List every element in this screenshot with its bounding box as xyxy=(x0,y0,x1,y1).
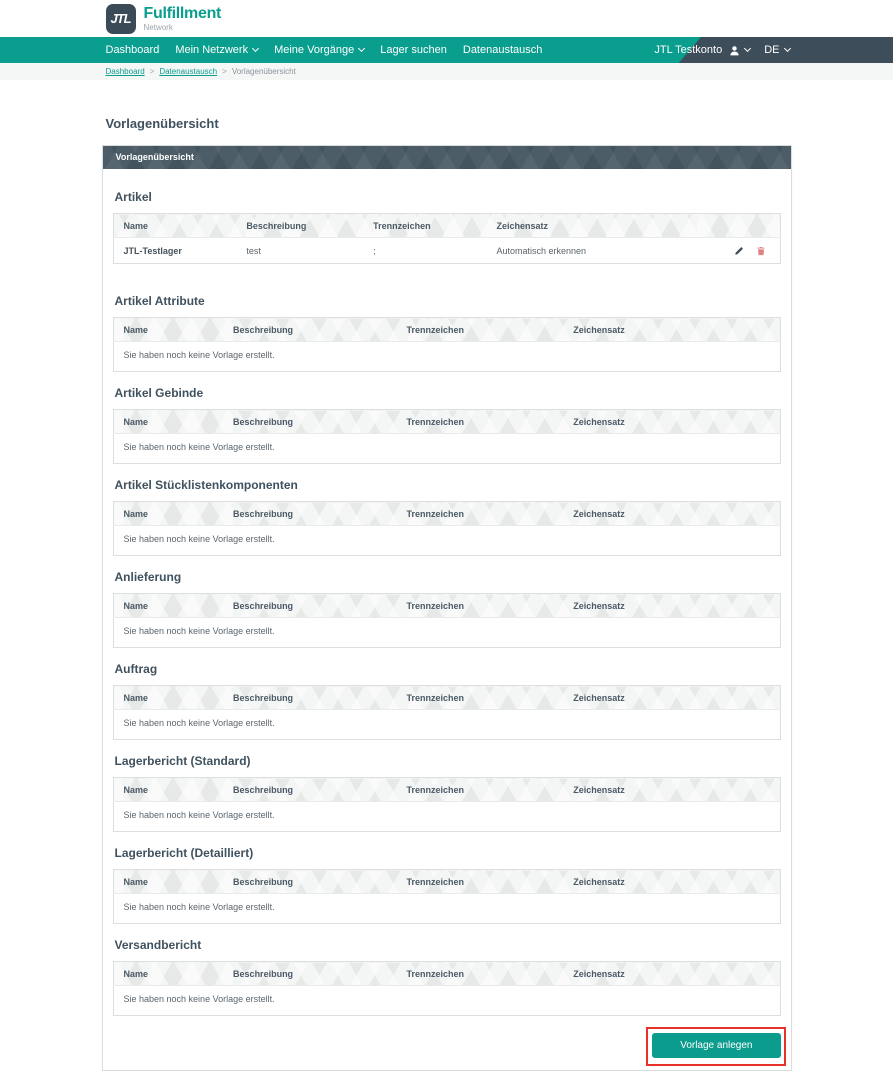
chevron-down-icon xyxy=(783,45,790,52)
column-header: Beschreibung xyxy=(233,318,406,342)
column-header: Zeichensatz xyxy=(573,870,780,894)
section-anlieferung xyxy=(113,570,781,648)
column-header: Zeichensatz xyxy=(573,594,780,618)
section-artikel-attribute xyxy=(113,294,781,372)
cell-name: JTL-Testlager xyxy=(113,238,246,264)
section-title: Artikel xyxy=(114,190,152,204)
row-actions xyxy=(697,238,780,264)
account-menu[interactable] xyxy=(654,44,750,56)
vorlagen-table xyxy=(113,501,781,556)
nav-item-dashboard[interactable]: Dashboard xyxy=(105,44,160,56)
column-header: Zeichensatz xyxy=(573,410,780,434)
nav-item-mein-netzwerk[interactable]: Mein Netzwerk xyxy=(175,44,258,56)
empty-row xyxy=(113,986,780,1016)
table-header-row xyxy=(113,870,780,894)
chevron-down-icon xyxy=(252,45,259,52)
column-header: Beschreibung xyxy=(233,410,406,434)
column-header: Trennzeichen xyxy=(406,594,573,618)
empty-row xyxy=(113,434,780,464)
logo-title: Fulfillment xyxy=(143,4,222,22)
column-header: Name xyxy=(113,410,233,434)
column-header: Name xyxy=(113,318,233,342)
empty-state-text: Sie haben noch keine Vorlage erstellt. xyxy=(113,342,780,372)
main-navbar xyxy=(0,37,893,63)
section-versandbericht xyxy=(113,938,781,1016)
vorlagen-table xyxy=(113,961,781,1016)
column-header: Trennzeichen xyxy=(406,410,573,434)
section-title: Lagerbericht (Detailliert) xyxy=(114,846,254,860)
jtl-logo[interactable] xyxy=(102,4,792,34)
breadcrumb-link-dashboard[interactable]: Dashboard xyxy=(105,67,145,76)
column-header: Name xyxy=(113,778,233,802)
column-header: Zeichensatz xyxy=(573,962,780,986)
column-header: Beschreibung xyxy=(233,686,406,710)
section-title: Anlieferung xyxy=(114,570,182,584)
vorlagen-table xyxy=(113,409,781,464)
table-header-row xyxy=(113,686,780,710)
edit-button[interactable] xyxy=(734,246,744,256)
vorlagen-table xyxy=(113,213,781,264)
empty-row xyxy=(113,342,780,372)
column-header: Zeichensatz xyxy=(497,214,697,238)
empty-state-text: Sie haben noch keine Vorlage erstellt. xyxy=(113,618,780,648)
column-header: Beschreibung xyxy=(233,870,406,894)
column-header: Name xyxy=(113,686,233,710)
section-title: Auftrag xyxy=(114,662,158,676)
column-header: Zeichensatz xyxy=(573,778,780,802)
section-artikel-stücklistenkomponenten xyxy=(113,478,781,556)
section-title: Artikel Gebinde xyxy=(114,386,204,400)
nav-item-meine-vorgaenge[interactable]: Meine Vorgänge xyxy=(274,44,364,56)
jtl-logo-badge: JTL xyxy=(106,4,136,34)
section-lagerbericht-detailliert- xyxy=(113,846,781,924)
column-header: Name xyxy=(113,214,246,238)
main-content xyxy=(102,116,792,1071)
account-label: JTL Testkonto xyxy=(654,44,723,56)
empty-row xyxy=(113,710,780,740)
table-header-row xyxy=(113,594,780,618)
chevron-down-icon xyxy=(744,45,751,52)
empty-state-text: Sie haben noch keine Vorlage erstellt. xyxy=(113,986,780,1016)
column-header: Trennzeichen xyxy=(373,214,496,238)
table-header-row xyxy=(113,778,780,802)
column-header: Trennzeichen xyxy=(406,870,573,894)
logo-subtitle: Network xyxy=(143,22,173,32)
empty-row xyxy=(113,526,780,556)
table-header-row xyxy=(113,410,780,434)
column-header: Trennzeichen xyxy=(406,318,573,342)
vorlagen-panel xyxy=(102,145,792,1071)
empty-row xyxy=(113,802,780,832)
vorlagen-table xyxy=(113,593,781,648)
panel-header: Vorlagenübersicht xyxy=(103,146,791,169)
section-artikel xyxy=(113,190,781,264)
language-menu[interactable] xyxy=(764,44,789,56)
empty-row xyxy=(113,894,780,924)
table-header-row xyxy=(113,962,780,986)
vorlagen-table xyxy=(113,317,781,372)
cell-trennzeichen: ; xyxy=(373,238,496,264)
nav-item-datenaustausch[interactable]: Datenaustausch xyxy=(462,44,543,56)
column-header: Beschreibung xyxy=(233,778,406,802)
annotation-wrapper xyxy=(652,1033,780,1058)
column-header: Name xyxy=(113,870,233,894)
cell-beschreibung: test xyxy=(246,238,373,264)
section-title: Versandbericht xyxy=(114,938,202,952)
breadcrumb-bar xyxy=(0,63,893,80)
user-icon xyxy=(729,45,740,56)
empty-state-text: Sie haben noch keine Vorlage erstellt. xyxy=(113,710,780,740)
column-header: Name xyxy=(113,594,233,618)
top-header xyxy=(0,0,893,37)
column-header: Trennzeichen xyxy=(406,502,573,526)
column-header: Beschreibung xyxy=(233,962,406,986)
column-header: Zeichensatz xyxy=(573,686,780,710)
column-header: Name xyxy=(113,502,233,526)
breadcrumb xyxy=(102,67,792,76)
column-header-actions xyxy=(697,214,780,238)
column-header: Trennzeichen xyxy=(406,686,573,710)
section-title: Lagerbericht (Standard) xyxy=(114,754,251,768)
column-header: Trennzeichen xyxy=(406,962,573,986)
empty-state-text: Sie haben noch keine Vorlage erstellt. xyxy=(113,526,780,556)
sections-container xyxy=(103,169,791,1016)
section-auftrag xyxy=(113,662,781,740)
vorlagen-table xyxy=(113,685,781,740)
column-header: Zeichensatz xyxy=(573,502,780,526)
column-header: Beschreibung xyxy=(233,502,406,526)
table-header-row xyxy=(113,214,780,238)
trash-icon xyxy=(756,246,766,256)
empty-state-text: Sie haben noch keine Vorlage erstellt. xyxy=(113,434,780,464)
empty-row xyxy=(113,618,780,648)
chevron-down-icon xyxy=(358,45,365,52)
column-header: Zeichensatz xyxy=(573,318,780,342)
vorlagen-table xyxy=(113,869,781,924)
column-header: Beschreibung xyxy=(233,594,406,618)
language-label: DE xyxy=(764,44,780,56)
column-header: Name xyxy=(113,962,233,986)
vorlagen-table xyxy=(113,777,781,832)
vorlage-anlegen-button[interactable]: Vorlage anlegen xyxy=(652,1033,780,1058)
table-header-row xyxy=(113,318,780,342)
breadcrumb-current: Vorlagenübersicht xyxy=(231,67,296,76)
breadcrumb-separator: > xyxy=(149,67,155,76)
page-title: Vorlagenübersicht xyxy=(105,116,219,131)
table-header-row xyxy=(113,502,780,526)
nav-item-lager-suchen[interactable]: Lager suchen xyxy=(380,44,447,56)
empty-state-text: Sie haben noch keine Vorlage erstellt. xyxy=(113,802,780,832)
table-row xyxy=(113,238,780,264)
section-title: Artikel Stücklistenkomponenten xyxy=(114,478,298,492)
section-lagerbericht-standard- xyxy=(113,754,781,832)
delete-button[interactable] xyxy=(756,246,766,256)
column-header: Beschreibung xyxy=(246,214,373,238)
section-title: Artikel Attribute xyxy=(114,294,205,308)
cell-zeichensatz: Automatisch erkennen xyxy=(497,238,697,264)
pencil-icon xyxy=(734,246,744,256)
section-artikel-gebinde xyxy=(113,386,781,464)
panel-footer xyxy=(103,1030,791,1070)
breadcrumb-link-datenaustausch[interactable]: Datenaustausch xyxy=(159,67,218,76)
empty-state-text: Sie haben noch keine Vorlage erstellt. xyxy=(113,894,780,924)
breadcrumb-separator: > xyxy=(222,67,227,76)
column-header: Trennzeichen xyxy=(406,778,573,802)
